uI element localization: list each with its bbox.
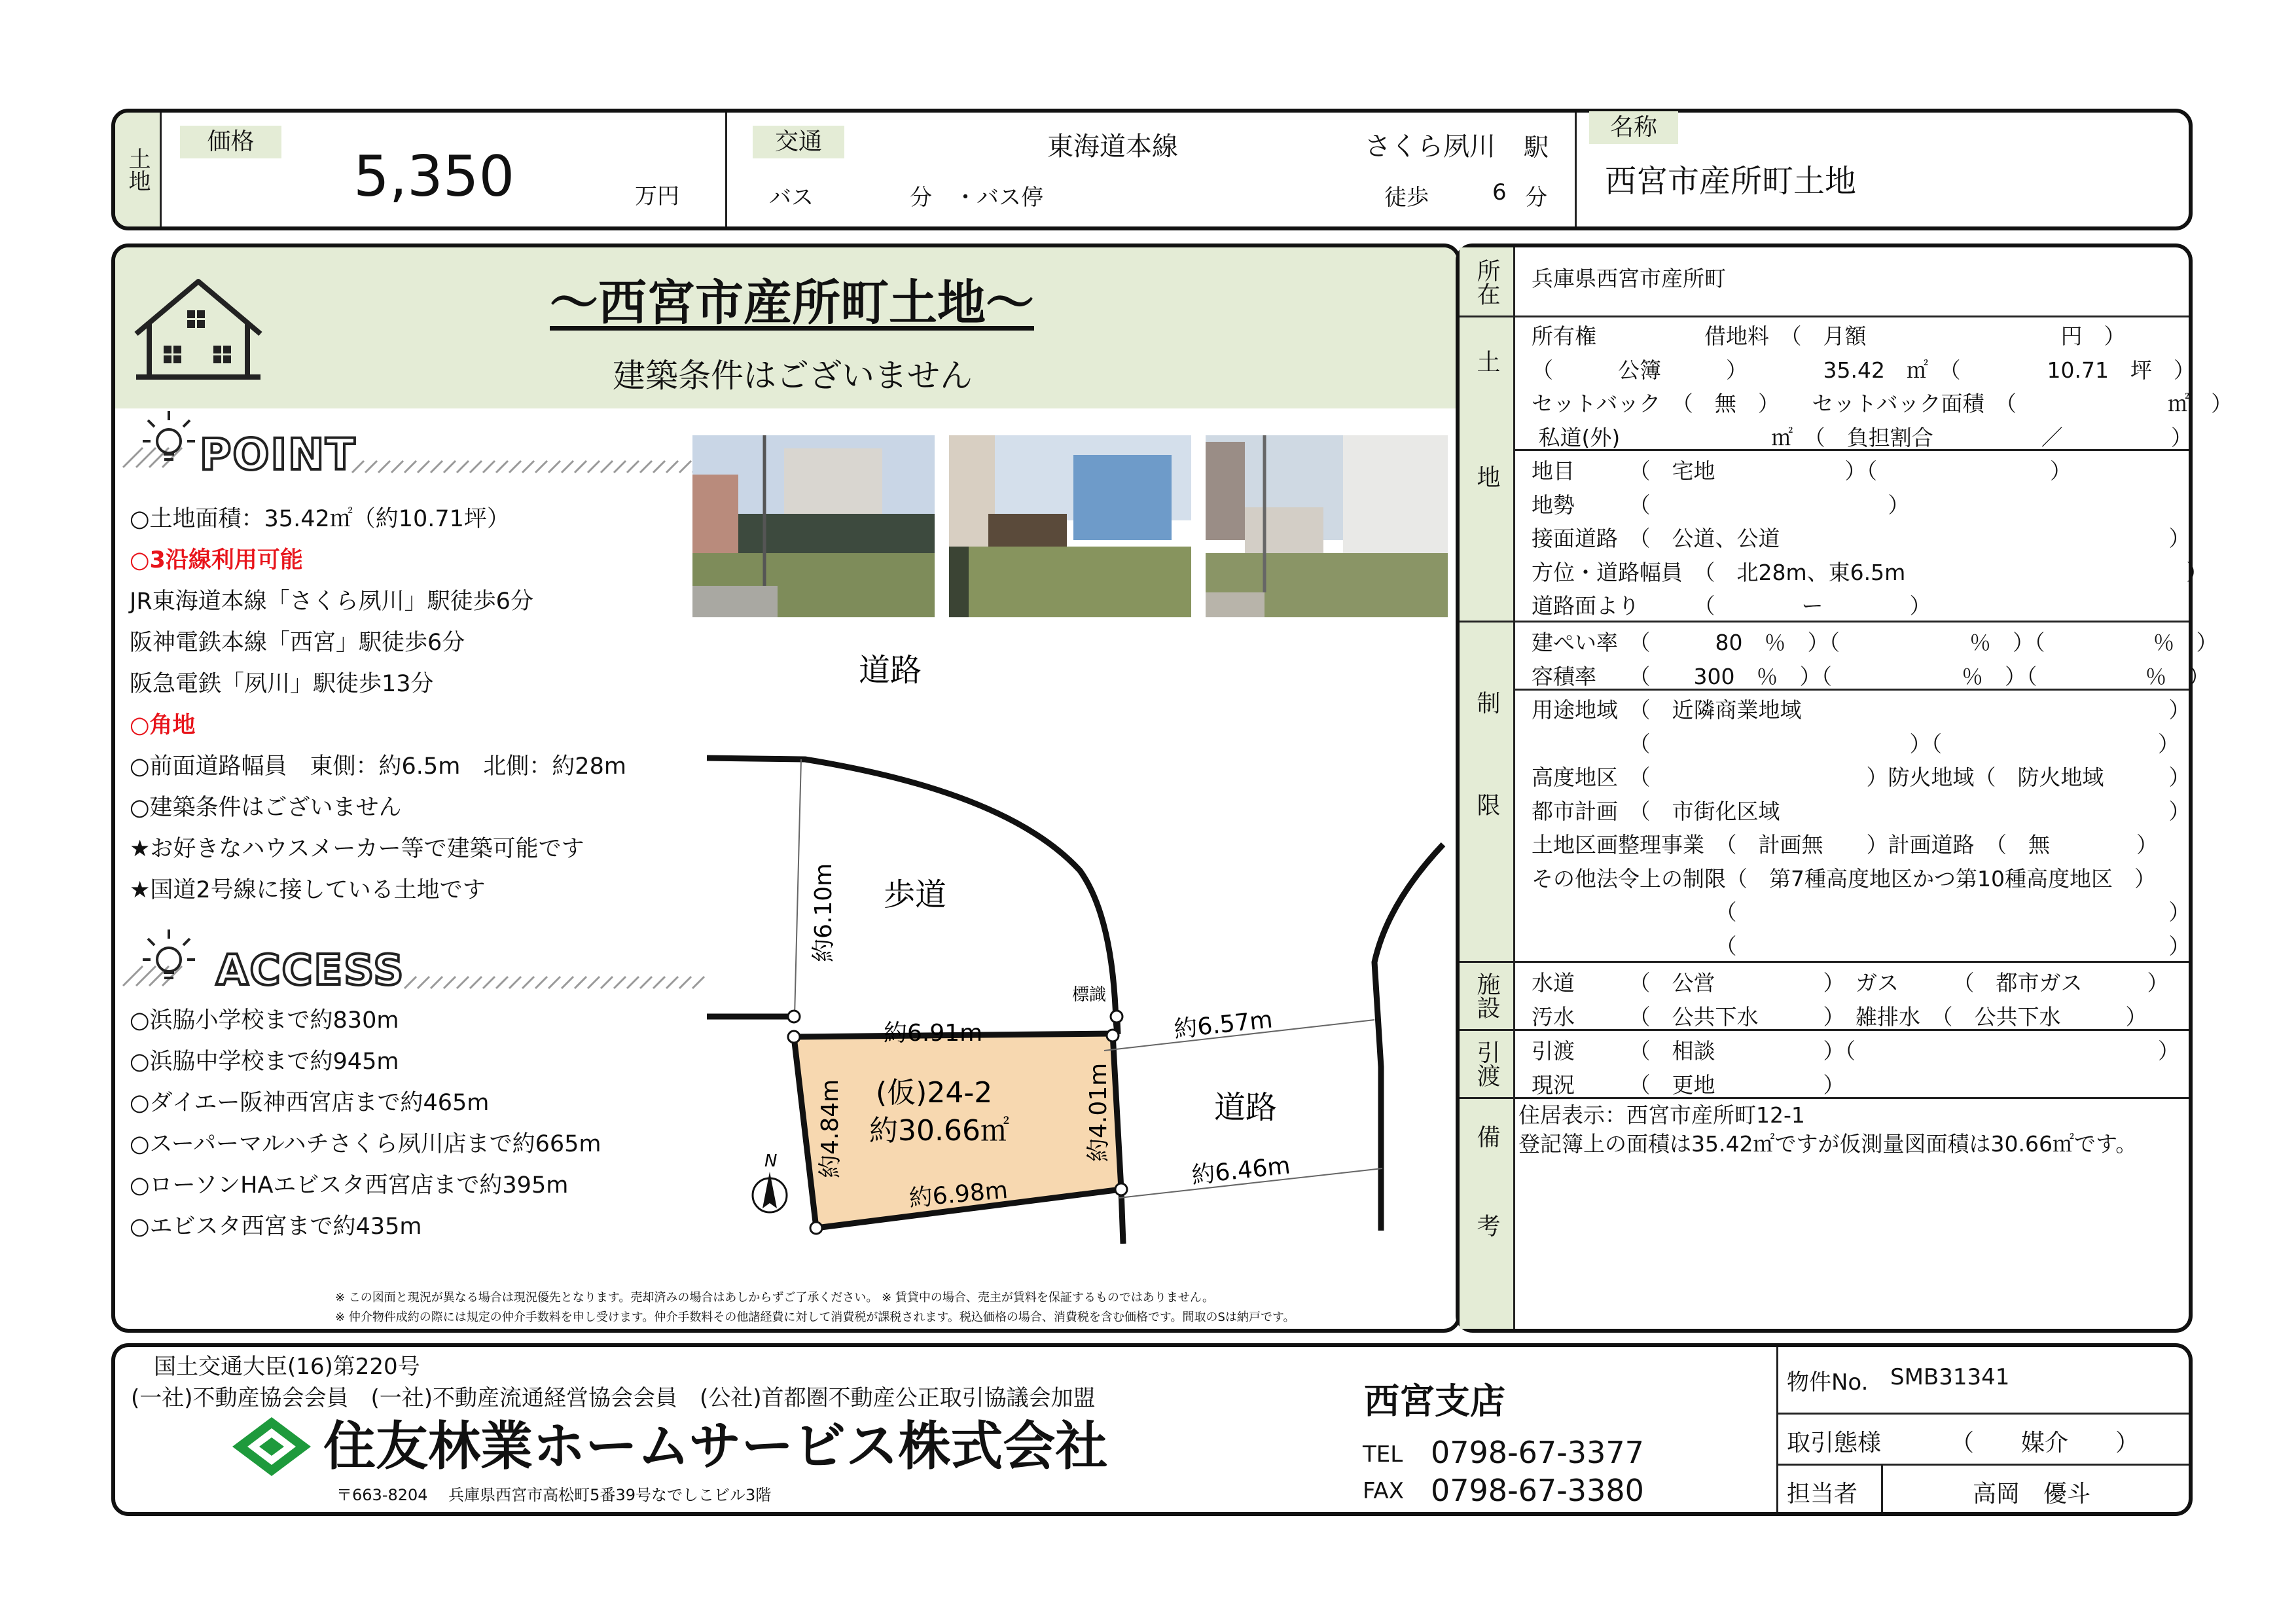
- land-row-3: 私道(外) ㎡ （ 負担割合 ／ ）: [1532, 424, 2193, 450]
- land-row-0: 所有権 借地料 （ 月額 円 ）: [1532, 323, 2126, 349]
- company-logo-icon: [229, 1414, 314, 1479]
- page-subtitle: 建築条件はございません: [613, 357, 973, 395]
- license-number: 国土交通大臣(16)第220号: [154, 1354, 420, 1380]
- restriction-row-4: 高度地区 （ ）防火地域（ 防火地域 ）: [1532, 765, 2191, 790]
- property-no: SMB31341: [1890, 1364, 2010, 1390]
- bus-minutes: 分: [910, 185, 932, 211]
- access-heading-decoration: [117, 920, 712, 1000]
- name-label: 名称: [1589, 111, 1678, 144]
- label-facilities: 施設: [1460, 963, 1513, 1028]
- marker-label: 標識: [1072, 985, 1107, 1005]
- bus-label: バス: [769, 185, 814, 211]
- lot-number: (仮)24-2: [876, 1076, 993, 1110]
- tel-number[interactable]: 0798-67-3377: [1431, 1435, 1644, 1470]
- sidewalk-label: 歩道: [884, 876, 947, 913]
- location-value: 兵庫県西宮市産所町: [1532, 266, 1726, 291]
- deal-type: （ 媒介 ）: [1950, 1430, 2140, 1456]
- transport-label: 交通: [753, 126, 844, 158]
- facility-row-0: 水道 （ 公営 ） ガス （ 都市ガス ）: [1532, 970, 2169, 996]
- station-name: さくら夙川: [1365, 132, 1496, 162]
- association-memberships: (一社)不動産協会会員 (一社)不動産流通経営協会会員 (公社)首都圏不動産公正取引協議会加盟: [131, 1385, 1096, 1411]
- site-photo-1: [692, 435, 935, 617]
- walk-unit: 分: [1525, 185, 1547, 211]
- land-row-6: 接面道路 （ 公道、公道 ）: [1532, 526, 2191, 551]
- property-no-label: 物件No.: [1787, 1369, 1869, 1396]
- label-remarks: 備考: [1460, 1099, 1513, 1328]
- access-item-5: ○エビスタ西宮まで約435m: [130, 1214, 422, 1240]
- site-plan: [700, 628, 1460, 1283]
- dim-657: 約6.57m: [1172, 1006, 1274, 1043]
- delivery-row-0: 引渡 （ 相談 ）（ ）: [1532, 1038, 2179, 1064]
- fax-label: FAX: [1363, 1478, 1404, 1504]
- land-rows: [1532, 319, 2233, 623]
- north-arrow: [753, 1151, 787, 1212]
- company-address: 〒663-8204 兵庫県西宮市高松町5番39号なでしこビル3階: [336, 1486, 772, 1504]
- restriction-row-5: 都市計画 （ 市街化区域 ）: [1532, 798, 2191, 824]
- dim-401: 約4.01m: [1085, 1062, 1112, 1162]
- land-row-1: （ 公簿 ） 35.42 ㎡ （ 10.71 坪 ）: [1532, 357, 2195, 383]
- land-row-8: 道路面より （ ー ）: [1532, 593, 1931, 619]
- svg-text:N: N: [764, 1151, 778, 1171]
- fax-number: 0798-67-3380: [1431, 1473, 1644, 1508]
- road-top-label: 道路: [859, 652, 922, 689]
- restriction-rows: [1532, 626, 2218, 963]
- price-value: 5,350: [353, 144, 515, 209]
- point-item-7: ○建築条件はございません: [130, 795, 402, 821]
- remark-row-1: 登記簿上の面積は35.42㎡ですが仮測量図面積は30.66㎡です。: [1518, 1131, 2138, 1157]
- restriction-row-7: その他法令上の制限（ 第7種高度地区かつ第10種高度地区 ）: [1532, 865, 2156, 892]
- dim-484: 約4.84m: [817, 1079, 844, 1178]
- point-item-0: ○土地面積：35.42㎡（約10.71坪）: [130, 506, 510, 532]
- restriction-row-6: 土地区画整理事業 （ 計画無 ）計画道路 （ 無 ）: [1532, 832, 2158, 857]
- land-row-7: 方位・道路幅員 （ 北28m、東6.5m ）: [1532, 559, 2208, 585]
- train-line: 東海道本線: [1047, 132, 1178, 162]
- road-edge-right: [1374, 844, 1443, 1231]
- agent-label: 担当者: [1787, 1481, 1858, 1507]
- disclaimer-2: ※ 仲介物件成約の際には規定の仲介手数料を申し受けます。仲介手数料その他諸経費に対して消費税が課税されます。税込価格の場合、消費税を含む価格です。間取のSは納戸です。: [335, 1310, 1295, 1324]
- access-list: [130, 1000, 719, 1248]
- remark-row-0: 住居表示：西宮市産所町12-1: [1518, 1102, 1805, 1128]
- dim-698: 約6.98m: [908, 1176, 1009, 1212]
- point-item-5: ○角地: [130, 712, 196, 738]
- label-location: 所在: [1460, 249, 1513, 316]
- point-item-3: 阪神電鉄本線「西宮」駅徒歩6分: [130, 630, 465, 656]
- site-photo-2: [949, 435, 1191, 617]
- facility-row-1: 汚水 （ 公共下水 ） 雑排水 （ 公共下水 ）: [1532, 1003, 2147, 1030]
- bus-stop: ・バス停: [954, 185, 1043, 211]
- restriction-row-8: （ ）: [1532, 899, 2191, 925]
- dim-610: 約6.10m: [810, 863, 837, 962]
- company-name: 住友林業ホームサービス株式会社: [323, 1416, 1108, 1477]
- point-item-1: ○3沿線利用可能: [130, 547, 303, 573]
- branch-name: 西宮支店: [1364, 1380, 1505, 1422]
- label-restrictions: 制限: [1460, 623, 1513, 963]
- access-heading: ACCESS: [216, 947, 405, 995]
- label-land: 土地: [1460, 317, 1513, 612]
- access-item-3: ○スーパーマルハチさくら夙川店まで約665m: [130, 1131, 601, 1157]
- agent-name: 高岡 優斗: [1973, 1481, 2091, 1507]
- page-title: ～西宮市産所町土地～: [550, 275, 1034, 331]
- access-item-0: ○浜脇小学校まで約830m: [130, 1007, 399, 1034]
- land-row-2: セットバック （ 無 ） セットバック面積 （ ㎡ ）: [1532, 391, 2233, 416]
- point-item-8: ★お好きなハウスメーカー等で建築可能です: [130, 836, 584, 862]
- facility-rows: [1532, 966, 2169, 1034]
- land-row-5: 地勢 （ ）: [1532, 492, 1910, 518]
- lot-area: 約30.66㎡: [869, 1114, 1009, 1147]
- price-label: 価格: [180, 126, 281, 158]
- point-item-6: ○前面道路幅員 東側：約6.5m 北側：約28m: [130, 753, 626, 780]
- site-photo-3: [1206, 435, 1448, 617]
- dim-line-610: [795, 759, 801, 1017]
- walk-label: 徒歩: [1384, 185, 1429, 211]
- access-item-4: ○ローソンHAエビスタ西宮店まで約395m: [130, 1172, 569, 1199]
- delivery-rows: [1532, 1034, 2179, 1102]
- category-label: 土地: [124, 147, 151, 192]
- restriction-row-9: （ ）: [1532, 933, 2191, 959]
- tel-label: TEL: [1363, 1441, 1403, 1468]
- disclaimer-1: ※ この図面と現況が異なる場合は現況優先となります。売却済みの場合はあしからずご了承ください。 ※ 賃貸中の場合、売主が賃料を保証するものではありません。: [335, 1291, 1214, 1305]
- house-icon: [130, 274, 274, 385]
- property-name: 西宮市産所町土地: [1605, 163, 1857, 200]
- deal-type-label: 取引態様: [1787, 1430, 1882, 1456]
- access-item-1: ○浜脇中学校まで約945m: [130, 1049, 399, 1075]
- access-item-2: ○ダイエー阪神西宮店まで約465m: [130, 1090, 490, 1116]
- point-item-4: 阪急電鉄「夙川」駅徒歩13分: [130, 671, 434, 697]
- station-suffix: 駅: [1524, 133, 1549, 162]
- point-item-9: ★国道2号線に接している土地です: [130, 877, 486, 903]
- remarks-rows: [1518, 1101, 2137, 1159]
- walk-minutes: 6: [1492, 179, 1507, 206]
- restriction-row-0: 建ぺい率 （ 80 ％ ）（ ％ ）（ ％ ）: [1532, 630, 2218, 655]
- dim-691: 約6.91m: [884, 1020, 983, 1047]
- price-unit: 万円: [635, 183, 679, 209]
- delivery-row-1: 現況 （ 更地 ）: [1532, 1072, 1845, 1098]
- category-cell: [115, 113, 160, 226]
- point-heading: POINT: [200, 429, 357, 480]
- restriction-row-3: （ ）（ ）: [1532, 731, 2179, 757]
- label-delivery: 引渡: [1460, 1031, 1513, 1096]
- land-row-4: 地目 （ 宅地 ）（ ）: [1532, 458, 2072, 484]
- point-item-2: JR東海道本線「さくら夙川」駅徒歩6分: [130, 588, 533, 615]
- road-right-label: 道路: [1214, 1089, 1278, 1126]
- point-list: [130, 499, 719, 911]
- dim-646: 約6.46m: [1190, 1152, 1292, 1189]
- restriction-row-1: 容積率 （ 300 ％ ）（ ％ ）（ ％ ）: [1532, 663, 2210, 689]
- restriction-row-2: 用途地域 （ 近隣商業地域 ）: [1532, 697, 2191, 723]
